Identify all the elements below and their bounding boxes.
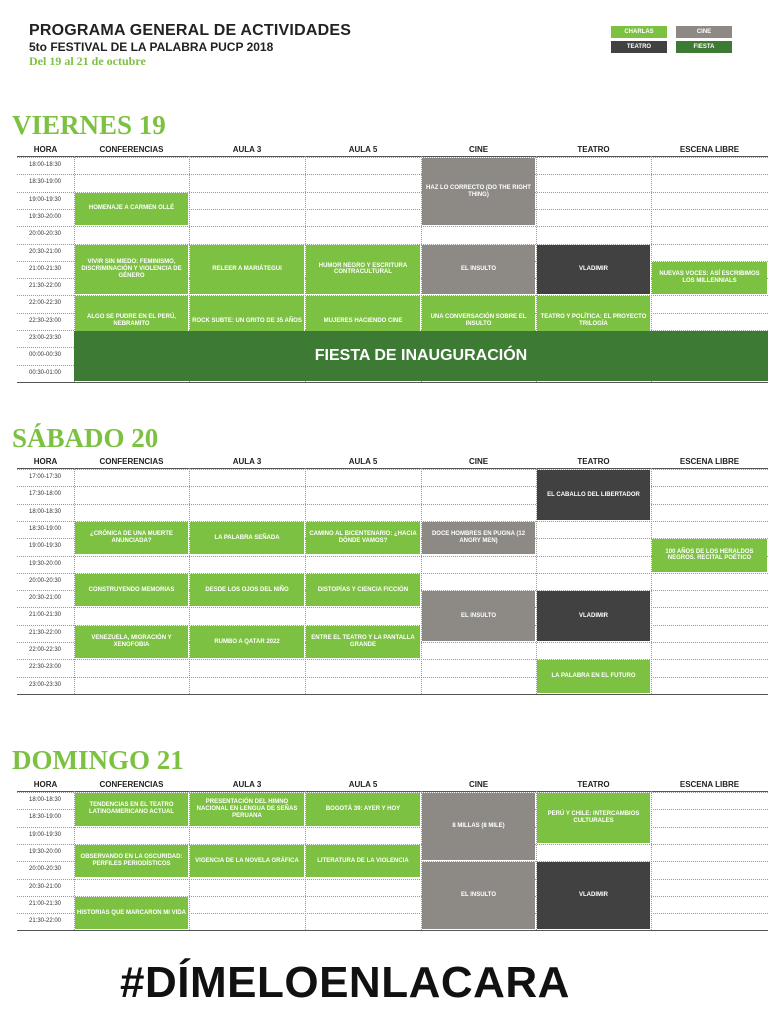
column-header: HORA	[33, 780, 58, 789]
legend-charlas: CHARLAS	[611, 26, 667, 38]
event-block: MUJERES HACIENDO CINE	[306, 296, 420, 346]
row-rule	[17, 469, 768, 470]
fiesta-banner: FIESTA DE INAUGURACIÓN	[74, 331, 768, 381]
time-slot: 19:00-19:30	[28, 831, 62, 838]
time-slot: 21:30-22:00	[28, 918, 62, 925]
event-block: 100 AÑOS DE LOS HERALDOS NEGROS. RECITAL POÉTICO	[652, 539, 767, 572]
column-header: CINE	[468, 457, 489, 466]
event-block: PRESENTACIÓN DEL HIMNO NACIONAL EN LENGUA DE SEÑAS PERUANA	[190, 793, 304, 826]
column-header: AULA 3	[232, 457, 262, 466]
column-header: HORA	[33, 145, 58, 154]
time-slot: 17:30-18:00	[28, 491, 62, 498]
day-title-domingo: DOMINGO 21	[12, 745, 184, 775]
time-slot: 17:00-17:30	[28, 474, 62, 480]
event-block: LITERATURA DE LA VIOLENCIA	[306, 845, 420, 878]
event-block: LA PALABRA EN EL FUTURO	[537, 660, 650, 693]
event-block: HISTORIAS QUE MARCARON MI VIDA	[75, 897, 188, 930]
column-header: CONFERENCIAS	[99, 780, 164, 789]
event-block: HOMENAJE A CARMEN OLLÉ	[75, 193, 188, 226]
time-slot: 18:00-18:30	[28, 162, 62, 168]
event-block: ALGO SE PUDRE EN EL PERÚ, NEBRAMITO	[75, 296, 188, 346]
time-slot: 19:30-20:00	[28, 213, 62, 220]
hashtag: #DÍMELOENLACARA	[120, 958, 570, 1007]
time-slot: 18:00-18:30	[28, 797, 62, 803]
event-block: VENEZUELA, MIGRACIÓN Y XENOFOBIA	[75, 626, 188, 659]
time-slot: 20:30-21:00	[28, 883, 62, 890]
schedule-sabado	[17, 455, 768, 691]
time-slot: 21:00-21:30	[28, 612, 62, 619]
event-block: HUMOR NEGRO Y ESCRITURA CONTRACULTURAL	[306, 245, 420, 295]
time-slot: 22:00-22:30	[28, 300, 62, 307]
column-divider	[651, 468, 652, 694]
time-slot: 23:00-23:30	[28, 681, 62, 688]
time-slot: 18:30-19:00	[28, 525, 62, 532]
event-block: CONSTRUYENDO MEMORIAS	[75, 574, 188, 607]
event-block: EL INSULTO	[422, 862, 535, 929]
event-block: ¿CRÓNICA DE UNA MUERTE ANUNCIADA?	[75, 522, 188, 555]
time-slot: 18:30-19:00	[28, 179, 62, 186]
bottom-rule	[17, 930, 768, 931]
event-block: EL CABALLO DEL LIBERTADOR	[537, 470, 650, 520]
row-rule	[17, 607, 768, 608]
column-header: AULA 5	[348, 145, 378, 154]
event-block: VLADIMIR	[537, 862, 650, 929]
time-slot: 19:00-19:30	[28, 196, 62, 203]
legend-cine: CINE	[676, 26, 732, 38]
day-title-sabado: SÁBADO 20	[12, 423, 159, 453]
event-block: RELEER A MARIÁTEGUI	[190, 245, 304, 295]
column-header: CONFERENCIAS	[99, 457, 164, 466]
event-block: VLADIMIR	[537, 591, 650, 641]
event-block: BOGOTÁ 39: AYER Y HOY	[306, 793, 420, 826]
time-slot: 20:00-20:30	[28, 866, 62, 873]
row-rule	[17, 879, 768, 880]
subtitle: 5to FESTIVAL DE LA PALABRA PUCP 2018	[29, 40, 274, 54]
event-block: VLADIMIR	[537, 245, 650, 295]
time-slot: 20:00-20:30	[28, 577, 62, 584]
time-slot: 19:30-20:00	[28, 560, 62, 567]
time-slot: 18:30-19:00	[28, 814, 62, 821]
time-slot: 22:30-23:00	[28, 317, 62, 324]
event-block: DESDE LOS OJOS DEL NIÑO	[190, 574, 304, 607]
time-slot: 21:30-22:00	[28, 283, 62, 290]
row-rule	[17, 504, 768, 505]
time-slot: 20:00-20:30	[28, 231, 62, 238]
event-block: ENTRE EL TEATRO Y LA PANTALLA GRANDE	[306, 626, 420, 659]
time-slot: 21:00-21:30	[28, 900, 62, 907]
event-block: PERÚ Y CHILE: INTERCAMBIOS CULTURALES	[537, 793, 650, 843]
row-rule	[17, 677, 768, 678]
column-header: AULA 3	[232, 145, 262, 154]
time-slot: 21:00-21:30	[28, 265, 62, 272]
time-slot: 20:30-21:00	[28, 248, 62, 255]
bottom-rule	[17, 694, 768, 695]
event-block: TEATRO Y POLÍTICA: EL PROYECTO TRILOGÍA	[537, 296, 650, 346]
row-rule	[17, 226, 768, 227]
row-rule	[17, 174, 768, 175]
column-divider	[421, 468, 422, 694]
dates: Del 19 al 21 de octubre	[29, 54, 146, 68]
column-header: CINE	[468, 780, 489, 789]
event-block: EL INSULTO	[422, 591, 535, 641]
row-rule	[17, 486, 768, 487]
event-block: LA PALABRA SEÑADA	[190, 522, 304, 555]
column-header: AULA 5	[348, 457, 378, 466]
time-slot: 23:00-23:30	[28, 335, 62, 341]
time-slot: 00:30-01:00	[28, 369, 62, 376]
legend-teatro: TEATRO	[611, 41, 667, 53]
event-block: VIGENCIA DE LA NOVELA GRÁFICA	[190, 845, 304, 878]
event-block: NUEVAS VOCES: ASÍ ESCRIBIMOS LOS MILLENNIALS	[652, 262, 767, 295]
time-slot: 20:30-21:00	[28, 595, 62, 602]
column-header: ESCENA LIBRE	[679, 145, 740, 154]
day-title-viernes: VIERNES 19	[12, 110, 166, 140]
time-slot: 00:00-00:30	[28, 352, 62, 359]
event-block: DISTOPÍAS Y CIENCIA FICCIÓN	[306, 574, 420, 607]
time-slot: 19:00-19:30	[28, 543, 62, 550]
event-block: UNA CONVERSACIÓN SOBRE EL INSULTO	[422, 296, 535, 346]
row-rule	[17, 157, 768, 158]
schedule-viernes	[17, 143, 768, 379]
column-header: ESCENA LIBRE	[679, 780, 740, 789]
time-slot: 22:30-23:00	[28, 664, 62, 671]
event-block: RUMBO A QATAR 2022	[190, 626, 304, 659]
event-block: TENDENCIAS EN EL TEATRO LATINOAMERICANO ACTUAL	[75, 793, 188, 826]
row-rule	[17, 827, 768, 828]
time-slot: 18:00-18:30	[28, 508, 62, 515]
column-header: CONFERENCIAS	[99, 145, 164, 154]
time-slot: 22:00-22:30	[28, 647, 62, 653]
column-header: TEATRO	[577, 780, 610, 789]
legend-fiesta: FIESTA	[676, 41, 732, 53]
column-header: AULA 5	[348, 780, 378, 789]
column-divider	[651, 791, 652, 930]
time-slot: 19:30-20:00	[28, 848, 62, 855]
column-header: AULA 3	[232, 780, 262, 789]
column-header: CINE	[468, 145, 489, 154]
column-header: TEATRO	[577, 457, 610, 466]
main-title: PROGRAMA GENERAL DE ACTIVIDADES	[29, 22, 352, 39]
bottom-rule	[17, 382, 768, 383]
time-slot: 21:30-22:00	[28, 629, 62, 636]
schedule-domingo	[17, 778, 768, 928]
event-block: CAMINO AL BICENTENARIO: ¿HACIA DÓNDE VAMOS?	[306, 522, 420, 555]
event-block: EL INSULTO	[422, 245, 535, 295]
event-block: OBSERVANDO EN LA OSCURIDAD: PERFILES PERIODÍSTICOS	[75, 845, 188, 878]
column-header: ESCENA LIBRE	[679, 457, 740, 466]
column-header: HORA	[33, 457, 58, 466]
event-block: ROCK SUBTE: UN GRITO DE 35 AÑOS	[190, 296, 304, 346]
column-header: TEATRO	[577, 145, 610, 154]
event-block: 8 MILLAS (8 MILE)	[422, 793, 535, 860]
event-block: DOCE HOMBRES EN PUGNA (12 ANGRY MEN)	[422, 522, 535, 555]
event-block: VIVIR SIN MIEDO: FEMINISMO, DISCRIMINACIÓN Y VIOLENCIA DE GÉNERO	[75, 245, 188, 295]
row-rule	[17, 659, 768, 660]
event-block: HAZ LO CORRECTO (DO THE RIGHT THING)	[422, 158, 535, 225]
